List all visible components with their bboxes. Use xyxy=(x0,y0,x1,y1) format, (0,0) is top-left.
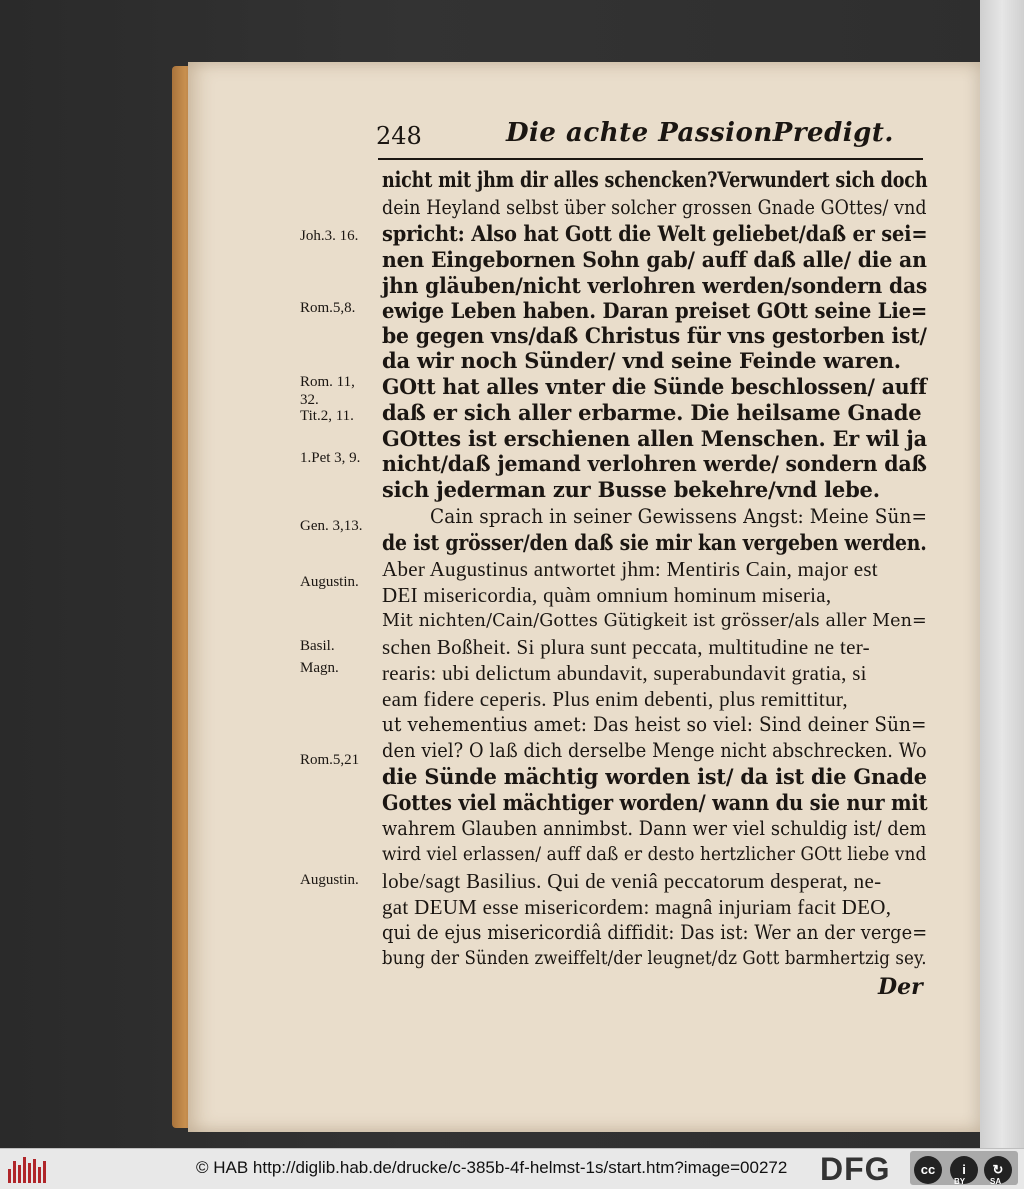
marginal-note: Basil. xyxy=(300,638,335,654)
marginal-note: Rom. 11, xyxy=(300,374,355,390)
marginal-note: Magn. xyxy=(300,660,339,676)
text-line: den viel? O laß dich derselbe Menge nicht abschrecken. Wo xyxy=(382,739,927,762)
text-line: gat DEUM esse misericordem: magnâ injuriam facit DEO, xyxy=(382,895,892,919)
text-line: eam fidere ceperis. Plus enim debenti, plus remittitur, xyxy=(382,687,848,711)
text-line: rearis: ubi delictum abundavit, superabundavit gratia, si xyxy=(382,661,867,685)
text-line: dein Heyland selbst über solcher grossen Gnade GOttes/ vnd xyxy=(382,196,927,219)
hab-logo-icon xyxy=(8,1155,48,1183)
marginal-note: Joh.3. 16. xyxy=(300,228,359,244)
marginal-note: 1.Pet 3, 9. xyxy=(300,450,361,466)
text-line: Mit nichten/Cain/Gottes Gütigkeit ist grösser/als aller Men= xyxy=(382,610,927,631)
by-label: BY xyxy=(954,1177,966,1186)
text-line: Aber Augustinus antwortet jhm: Mentiris Cain, major est xyxy=(382,557,878,581)
marginal-note: Rom.5,8. xyxy=(300,300,356,316)
text-line: sich jederman zur Busse bekehre/vnd lebe. xyxy=(382,477,880,502)
text-line: die Sünde mächtig worden ist/ da ist die Gnade xyxy=(382,764,927,789)
text-line: DEI misericordia, quàm omnium hominum miseria, xyxy=(382,583,832,607)
text-line: bung der Sünden zweiffelt/der leugnet/dz Gott barmhertzig sey. xyxy=(382,948,927,969)
text-line: nicht/daß jemand verlohren werde/ sondern daß xyxy=(382,451,927,476)
marginal-note: 32. xyxy=(300,392,319,408)
facing-page-edge xyxy=(980,0,1024,1148)
page-number: 248 xyxy=(376,122,422,150)
text-line: wird viel erlassen/ auff daß er desto hertzlicher GOtt liebe vnd xyxy=(382,844,927,865)
text-line: schen Boßheit. Si plura sunt peccata, multitudine ne ter- xyxy=(382,635,870,659)
marginal-note: Gen. 3,13. xyxy=(300,518,363,534)
text-line: GOtt hat alles vnter die Sünde beschlossen/ auff xyxy=(382,374,927,399)
text-line: Gottes viel mächtiger worden/ wann du sie nur mit xyxy=(382,790,928,815)
cc-license-badge[interactable] xyxy=(910,1151,1018,1185)
marginal-note: Augustin. xyxy=(300,872,359,888)
text-line: de ist grösser/den daß sie mir kan vergeben werden. xyxy=(382,530,927,555)
text-line: qui de ejus misericordiâ diffidit: Das ist: Wer an der verge= xyxy=(382,921,928,944)
text-line: GOttes ist erschienen allen Menschen. Er wil ja xyxy=(382,426,927,451)
header-rule xyxy=(378,158,923,160)
text-line: nicht mit jhm dir alles schencken?Verwundert sich doch xyxy=(382,167,928,192)
text-line: be gegen vns/daß Christus für vns gestorben ist/ xyxy=(382,323,927,348)
viewer-footer xyxy=(0,1148,1024,1189)
text-line: daß er sich aller erbarme. Die heilsame Gnade xyxy=(382,400,922,425)
text-line: da wir noch Sünder/ vnd seine Feinde waren. xyxy=(382,348,901,373)
marginal-note: Tit.2, 11. xyxy=(300,408,354,424)
cc-icon: cc xyxy=(914,1156,942,1184)
text-line: wahrem Glauben annimbst. Dann wer viel schuldig ist/ dem xyxy=(382,817,927,840)
marginal-note: Rom.5,21 xyxy=(300,752,360,768)
sa-icon: ↻ xyxy=(984,1156,1012,1184)
text-line: nen Eingebornen Sohn gab/ auff daß alle/ die an xyxy=(382,247,927,272)
text-line: ewige Leben haben. Daran preiset GOtt seine Lie= xyxy=(382,298,928,323)
sa-label: SA xyxy=(990,1177,1002,1186)
marginal-note: Augustin. xyxy=(300,574,359,590)
source-link[interactable]: © HAB http://diglib.hab.de/drucke/c-385b-4f-helmst-1s/start.htm?image=00272 xyxy=(196,1158,788,1177)
text-line: Cain sprach in seiner Gewissens Angst: Meine Sün= xyxy=(430,505,928,528)
by-icon: i xyxy=(950,1156,978,1184)
text-line: lobe/sagt Basilius. Qui de veniâ peccatorum desperat, ne- xyxy=(382,869,882,893)
dfg-logo-icon: DFG xyxy=(820,1151,891,1187)
text-line: spricht: Also hat Gott die Welt geliebet/daß er sei= xyxy=(382,221,928,246)
running-title: Die achte PassionPredigt. xyxy=(506,118,894,148)
catchword: Der xyxy=(878,974,923,1000)
text-line: jhn gläuben/nicht verlohren werden/sondern das xyxy=(382,273,928,298)
text-line: ut vehementius amet: Das heist so viel: Sind deiner Sün= xyxy=(382,713,927,736)
